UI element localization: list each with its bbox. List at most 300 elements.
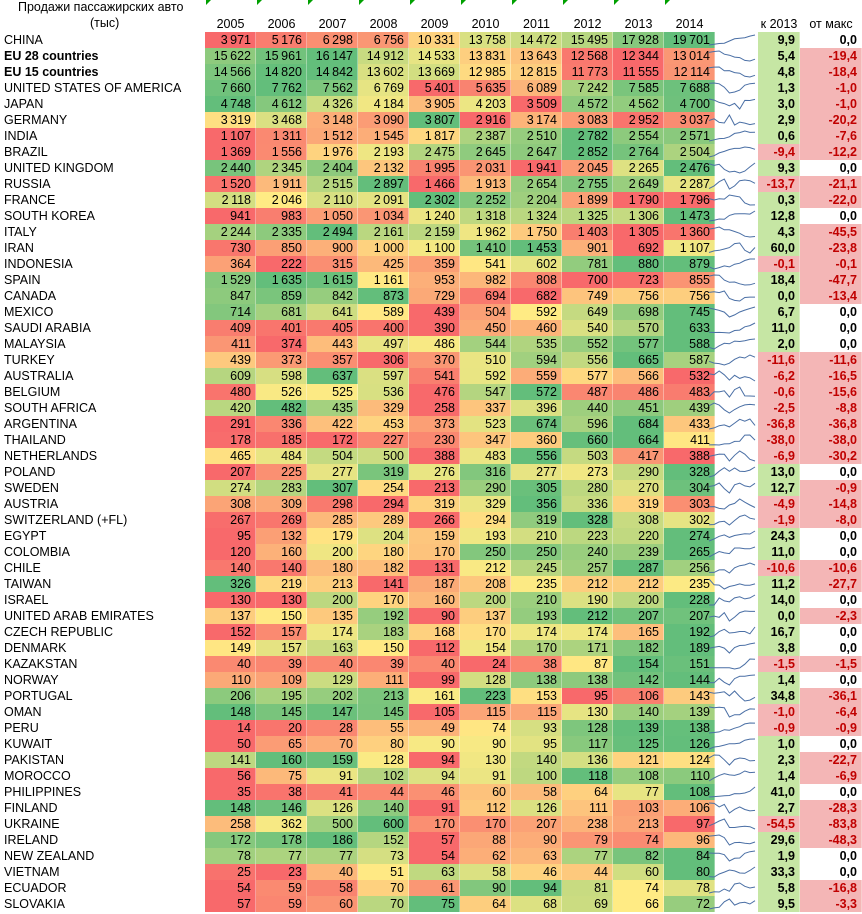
- row-label: SWEDEN: [4, 481, 59, 495]
- sparkline: [706, 208, 758, 224]
- value-cell: 150: [256, 608, 307, 624]
- value-cell: 40: [307, 656, 358, 672]
- value-cell: 10 331: [409, 32, 460, 48]
- vs-2013-cell: 34,8: [758, 688, 800, 704]
- value-cell: 433: [664, 416, 715, 432]
- vs-2013-cell: -0,6: [758, 384, 800, 400]
- value-cell: 108: [613, 768, 664, 784]
- sparkline-path: [709, 67, 755, 77]
- value-cell: 577: [613, 336, 664, 352]
- value-cell: 11 555: [613, 64, 664, 80]
- value-cell: 7 562: [307, 80, 358, 96]
- value-cell: 213: [409, 480, 460, 496]
- value-cell: 77: [613, 784, 664, 800]
- value-cell: 178: [256, 832, 307, 848]
- value-cell: 63: [511, 848, 562, 864]
- from-max-cell: 0,0: [800, 736, 862, 752]
- value-cell: 526: [256, 384, 307, 400]
- sparkline: [706, 544, 758, 560]
- value-cell: 541: [460, 256, 511, 272]
- row-label: INDIA: [4, 129, 38, 143]
- from-max-cell: -20,2: [800, 112, 862, 128]
- sparkline: [706, 128, 758, 144]
- value-cell: 2 302: [409, 192, 460, 208]
- value-cell: 347: [460, 432, 511, 448]
- value-cell: 148: [205, 704, 256, 720]
- value-cell: 172: [205, 832, 256, 848]
- value-cell: 40: [205, 656, 256, 672]
- value-cell: 307: [307, 480, 358, 496]
- value-cell: 254: [358, 480, 409, 496]
- value-cell: 13 758: [460, 32, 511, 48]
- row-label: NETHERLANDS: [4, 449, 98, 463]
- value-cell: 75: [256, 768, 307, 784]
- sparkline: [706, 512, 758, 528]
- comment-indicator: [614, 0, 619, 5]
- value-cell: 1 324: [511, 208, 562, 224]
- vs-2013-cell: 1,4: [758, 672, 800, 688]
- value-cell: 2 494: [307, 224, 358, 240]
- from-max-cell: 0,0: [800, 304, 862, 320]
- row-label: ISRAEL: [4, 593, 49, 607]
- value-cell: 141: [205, 752, 256, 768]
- sparkline: [706, 48, 758, 64]
- value-cell: 128: [460, 672, 511, 688]
- value-cell: 170: [358, 592, 409, 608]
- row-label: PORTUGAL: [4, 689, 73, 703]
- vs-2013-cell: -9,4: [758, 144, 800, 160]
- value-cell: 19 701: [664, 32, 715, 48]
- vs-2013-cell: -2,5: [758, 400, 800, 416]
- vs-2013-cell: -54,5: [758, 816, 800, 832]
- value-cell: 749: [562, 288, 613, 304]
- value-cell: 1 240: [409, 208, 460, 224]
- value-cell: 235: [511, 576, 562, 592]
- row-label: ECUADOR: [4, 881, 67, 895]
- value-cell: 1 913: [460, 176, 511, 192]
- value-cell: 70: [307, 736, 358, 752]
- value-cell: 326: [205, 576, 256, 592]
- sparkline: [706, 736, 758, 752]
- vs-2013-cell: 2,0: [758, 336, 800, 352]
- vs-2013-cell: 12,8: [758, 208, 800, 224]
- value-cell: 58: [511, 784, 562, 800]
- value-cell: 2 345: [256, 160, 307, 176]
- value-cell: 1 107: [664, 240, 715, 256]
- value-cell: 139: [664, 704, 715, 720]
- row-label: VIETNAM: [4, 865, 60, 879]
- sparkline: [706, 224, 758, 240]
- value-cell: 290: [613, 464, 664, 480]
- value-cell: 2 782: [562, 128, 613, 144]
- value-cell: 150: [358, 640, 409, 656]
- value-cell: 56: [205, 768, 256, 784]
- sparkline: [706, 592, 758, 608]
- value-cell: 483: [664, 384, 715, 400]
- value-cell: 2 110: [307, 192, 358, 208]
- value-cell: 3 905: [409, 96, 460, 112]
- value-cell: 7 762: [256, 80, 307, 96]
- value-cell: 396: [511, 400, 562, 416]
- from-max-cell: 0,0: [800, 624, 862, 640]
- row-label: UNITED ARAB EMIRATES: [4, 609, 154, 623]
- value-cell: 2 387: [460, 128, 511, 144]
- from-max-cell: -27,7: [800, 576, 862, 592]
- sparkline: [706, 832, 758, 848]
- from-max-cell: 0,0: [800, 464, 862, 480]
- from-max-cell: -36,8: [800, 416, 862, 432]
- value-cell: 577: [562, 368, 613, 384]
- value-cell: 125: [613, 736, 664, 752]
- sparkline: [706, 176, 758, 192]
- sparkline-path: [709, 499, 755, 509]
- value-cell: 1 512: [307, 128, 358, 144]
- sparkline-path: [709, 675, 755, 685]
- sparkline: [706, 528, 758, 544]
- from-max-cell: -6,4: [800, 704, 862, 720]
- value-cell: 602: [511, 256, 562, 272]
- row-label: EU 28 countries: [4, 49, 99, 63]
- value-cell: 39: [358, 656, 409, 672]
- row-label: KAZAKSTAN: [4, 657, 78, 671]
- from-max-cell: -13,4: [800, 288, 862, 304]
- row-label: UKRAINE: [4, 817, 60, 831]
- sparkline: [706, 864, 758, 880]
- value-cell: 58: [307, 880, 358, 896]
- value-cell: 68: [511, 896, 562, 912]
- value-cell: 115: [460, 704, 511, 720]
- row-label: PHILIPPINES: [4, 785, 82, 799]
- value-cell: 664: [613, 432, 664, 448]
- value-cell: 3 090: [358, 112, 409, 128]
- sparkline: [706, 432, 758, 448]
- sparkline: [706, 624, 758, 640]
- value-cell: 112: [409, 640, 460, 656]
- vs-2013-cell: -13,7: [758, 176, 800, 192]
- value-cell: 94: [511, 880, 562, 896]
- from-max-cell: 0,0: [800, 32, 862, 48]
- value-cell: 2 654: [511, 176, 562, 192]
- sparkline-path: [709, 691, 755, 701]
- value-cell: 3 174: [511, 112, 562, 128]
- value-cell: 274: [664, 528, 715, 544]
- row-label: INDONESIA: [4, 257, 73, 271]
- value-cell: 140: [256, 560, 307, 576]
- row-label: SOUTH KOREA: [4, 209, 95, 223]
- from-max-cell: -38,0: [800, 432, 862, 448]
- value-cell: 170: [460, 816, 511, 832]
- from-max-cell: 0,0: [800, 672, 862, 688]
- value-cell: 84: [664, 848, 715, 864]
- value-cell: 121: [613, 752, 664, 768]
- value-cell: 328: [562, 512, 613, 528]
- header-vs-2013: к 2013: [760, 17, 798, 31]
- value-cell: 6 089: [511, 80, 562, 96]
- sparkline-path: [709, 403, 755, 413]
- comment-indicator: [206, 0, 211, 5]
- value-cell: 859: [256, 288, 307, 304]
- vs-2013-cell: 5,4: [758, 48, 800, 64]
- from-max-cell: -28,3: [800, 800, 862, 816]
- from-max-cell: -83,8: [800, 816, 862, 832]
- value-cell: 465: [205, 448, 256, 464]
- value-cell: 2 244: [205, 224, 256, 240]
- value-cell: 160: [256, 752, 307, 768]
- value-cell: 532: [664, 368, 715, 384]
- value-cell: 168: [409, 624, 460, 640]
- vs-2013-cell: 60,0: [758, 240, 800, 256]
- value-cell: 138: [562, 672, 613, 688]
- value-cell: 223: [562, 528, 613, 544]
- sparkline-path: [709, 547, 755, 557]
- value-cell: 370: [409, 352, 460, 368]
- value-cell: 2 132: [358, 160, 409, 176]
- value-cell: 6 756: [358, 32, 409, 48]
- value-cell: 192: [358, 608, 409, 624]
- vs-2013-cell: -11,6: [758, 352, 800, 368]
- sparkline: [706, 288, 758, 304]
- vs-2013-cell: 24,3: [758, 528, 800, 544]
- value-cell: 2 647: [511, 144, 562, 160]
- from-max-cell: -22,0: [800, 192, 862, 208]
- value-cell: 152: [358, 832, 409, 848]
- value-cell: 1 556: [256, 144, 307, 160]
- value-cell: 170: [409, 544, 460, 560]
- vs-2013-cell: 29,6: [758, 832, 800, 848]
- from-max-cell: 0,0: [800, 640, 862, 656]
- from-max-cell: -6,9: [800, 768, 862, 784]
- value-cell: 420: [205, 400, 256, 416]
- table-subtitle: (тыс): [90, 16, 120, 30]
- sparkline: [706, 880, 758, 896]
- value-cell: 2 265: [613, 160, 664, 176]
- value-cell: 1 034: [358, 208, 409, 224]
- value-cell: 681: [256, 304, 307, 320]
- value-cell: 90: [409, 608, 460, 624]
- value-cell: 174: [511, 624, 562, 640]
- value-cell: 4 184: [358, 96, 409, 112]
- vs-2013-cell: 11,2: [758, 576, 800, 592]
- row-label: AUSTRALIA: [4, 369, 74, 383]
- value-cell: 983: [256, 208, 307, 224]
- value-cell: 200: [460, 592, 511, 608]
- value-cell: 200: [307, 544, 358, 560]
- value-cell: 70: [358, 896, 409, 912]
- vs-2013-cell: 0,3: [758, 192, 800, 208]
- value-cell: 130: [460, 752, 511, 768]
- value-cell: 257: [562, 560, 613, 576]
- value-cell: 1 325: [562, 208, 613, 224]
- value-cell: 46: [409, 784, 460, 800]
- value-cell: 510: [460, 352, 511, 368]
- value-cell: 982: [460, 272, 511, 288]
- sparkline-path: [709, 739, 755, 749]
- from-max-cell: -21,1: [800, 176, 862, 192]
- value-cell: 35: [205, 784, 256, 800]
- value-cell: 674: [511, 416, 562, 432]
- value-cell: 212: [613, 576, 664, 592]
- vs-2013-cell: 33,3: [758, 864, 800, 880]
- row-label: MALAYSIA: [4, 337, 66, 351]
- value-cell: 12 114: [664, 64, 715, 80]
- value-cell: 855: [664, 272, 715, 288]
- value-cell: 163: [307, 640, 358, 656]
- sparkline-path: [709, 339, 755, 349]
- sparkline-path: [709, 627, 755, 637]
- value-cell: 587: [664, 352, 715, 368]
- sparkline-path: [709, 595, 755, 605]
- value-cell: 5 635: [460, 80, 511, 96]
- value-cell: 2 335: [256, 224, 307, 240]
- value-cell: 250: [460, 544, 511, 560]
- value-cell: 74: [613, 832, 664, 848]
- vs-2013-cell: 11,0: [758, 544, 800, 560]
- value-cell: 597: [358, 368, 409, 384]
- value-cell: 240: [562, 544, 613, 560]
- value-cell: 172: [307, 432, 358, 448]
- value-cell: 39: [256, 656, 307, 672]
- vs-2013-cell: 2,3: [758, 752, 800, 768]
- sparkline-path: [709, 531, 755, 541]
- value-cell: 540: [562, 320, 613, 336]
- sparkline-path: [709, 83, 755, 93]
- sparkline-path: [709, 563, 755, 573]
- value-cell: 1 899: [562, 192, 613, 208]
- value-cell: 1 520: [205, 176, 256, 192]
- value-cell: 660: [562, 432, 613, 448]
- value-cell: 306: [358, 352, 409, 368]
- value-cell: 91: [307, 768, 358, 784]
- value-cell: 57: [205, 896, 256, 912]
- sparkline-path: [709, 179, 755, 189]
- value-cell: 594: [511, 352, 562, 368]
- value-cell: 78: [664, 880, 715, 896]
- row-label: CANADA: [4, 289, 57, 303]
- row-label: CHILE: [4, 561, 41, 575]
- value-cell: 1 000: [358, 240, 409, 256]
- from-max-cell: 0,0: [800, 208, 862, 224]
- value-cell: 486: [409, 336, 460, 352]
- value-cell: 388: [409, 448, 460, 464]
- vs-2013-cell: 9,5: [758, 896, 800, 912]
- value-cell: 65: [256, 736, 307, 752]
- value-cell: 24: [460, 656, 511, 672]
- sparkline-path: [709, 163, 755, 173]
- row-label: SPAIN: [4, 273, 41, 287]
- value-cell: 15 961: [256, 48, 307, 64]
- value-cell: 14: [205, 720, 256, 736]
- value-cell: 633: [664, 320, 715, 336]
- value-cell: 230: [409, 432, 460, 448]
- row-label: SAUDI ARABIA: [4, 321, 91, 335]
- row-label: AUSTRIA: [4, 497, 59, 511]
- from-max-cell: -36,1: [800, 688, 862, 704]
- value-cell: 207: [205, 464, 256, 480]
- year-header-2009: 2009: [420, 17, 449, 31]
- value-cell: 46: [511, 864, 562, 880]
- year-header-2010: 2010: [471, 17, 500, 31]
- sparkline-path: [709, 435, 755, 445]
- vs-2013-cell: 0,0: [758, 288, 800, 304]
- from-max-cell: -48,3: [800, 832, 862, 848]
- value-cell: 11 773: [562, 64, 613, 80]
- value-cell: 566: [613, 368, 664, 384]
- value-cell: 2 645: [460, 144, 511, 160]
- sparkline-path: [709, 419, 755, 429]
- value-cell: 319: [358, 464, 409, 480]
- value-cell: 145: [256, 704, 307, 720]
- value-cell: 192: [664, 624, 715, 640]
- value-cell: 149: [205, 640, 256, 656]
- value-cell: 174: [307, 624, 358, 640]
- value-cell: 78: [205, 848, 256, 864]
- value-cell: 439: [409, 304, 460, 320]
- vs-2013-cell: -4,9: [758, 496, 800, 512]
- value-cell: 44: [358, 784, 409, 800]
- value-cell: 2 755: [562, 176, 613, 192]
- vs-2013-cell: -0,9: [758, 720, 800, 736]
- value-cell: 102: [358, 768, 409, 784]
- value-cell: 222: [256, 256, 307, 272]
- value-cell: 245: [511, 560, 562, 576]
- value-cell: 879: [664, 256, 715, 272]
- from-max-cell: -15,6: [800, 384, 862, 400]
- value-cell: 202: [307, 688, 358, 704]
- value-cell: 182: [358, 560, 409, 576]
- value-cell: 1 318: [460, 208, 511, 224]
- from-max-cell: -7,6: [800, 128, 862, 144]
- value-cell: 190: [562, 592, 613, 608]
- value-cell: 280: [562, 480, 613, 496]
- value-cell: 94: [409, 768, 460, 784]
- value-cell: 497: [358, 336, 409, 352]
- vs-2013-cell: 1,4: [758, 768, 800, 784]
- value-cell: 153: [511, 688, 562, 704]
- value-cell: 1 635: [256, 272, 307, 288]
- value-cell: 453: [358, 416, 409, 432]
- value-cell: 28: [307, 720, 358, 736]
- from-max-cell: -16,8: [800, 880, 862, 896]
- value-cell: 105: [409, 704, 460, 720]
- value-cell: 2 404: [307, 160, 358, 176]
- sparkline-path: [709, 755, 755, 765]
- row-label: EGYPT: [4, 529, 47, 543]
- value-cell: 204: [358, 528, 409, 544]
- value-cell: 7 660: [205, 80, 256, 96]
- value-cell: 273: [562, 464, 613, 480]
- value-cell: 2 046: [256, 192, 307, 208]
- value-cell: 1 615: [307, 272, 358, 288]
- value-cell: 1 750: [511, 224, 562, 240]
- vs-2013-cell: 0,0: [758, 608, 800, 624]
- value-cell: 3 037: [664, 112, 715, 128]
- value-cell: 212: [562, 576, 613, 592]
- value-cell: 227: [358, 432, 409, 448]
- sparkline: [706, 480, 758, 496]
- value-cell: 4 572: [562, 96, 613, 112]
- value-cell: 4 326: [307, 96, 358, 112]
- sparkline: [706, 64, 758, 80]
- value-cell: 111: [562, 800, 613, 816]
- sparkline-path: [709, 211, 755, 221]
- value-cell: 64: [562, 784, 613, 800]
- sparkline: [706, 784, 758, 800]
- sparkline: [706, 320, 758, 336]
- value-cell: 2 252: [460, 192, 511, 208]
- value-cell: 180: [307, 560, 358, 576]
- value-cell: 165: [613, 624, 664, 640]
- value-cell: 180: [358, 544, 409, 560]
